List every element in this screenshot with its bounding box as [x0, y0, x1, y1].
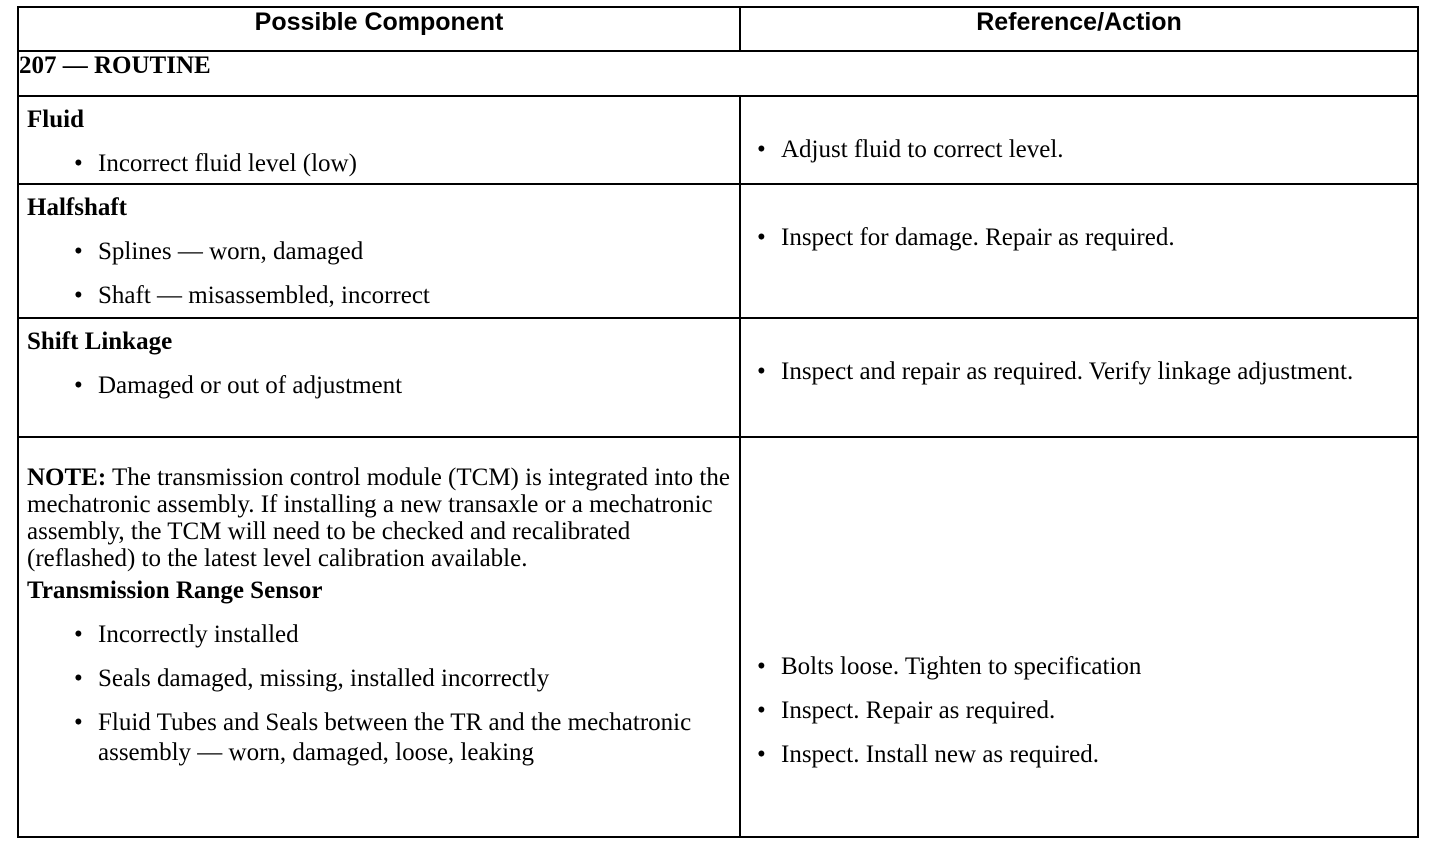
component-cell: [18, 318, 740, 437]
action-cell: [740, 318, 1418, 437]
action-text: Inspect for damage. Repair as required.: [781, 224, 1175, 251]
bullet-icon: •: [74, 282, 83, 309]
list-item: [19, 664, 739, 694]
action-cell: [740, 184, 1418, 318]
list-item: [19, 371, 739, 401]
note-block: [19, 438, 739, 572]
component-text: Splines — worn, damaged: [98, 238, 364, 265]
list-item: [741, 357, 1417, 387]
list-item: [741, 696, 1417, 726]
table-row-transmission-range-sensor: [18, 437, 1418, 837]
bullet-icon: •: [757, 653, 766, 680]
note-label: NOTE:: [27, 464, 107, 491]
bullet-icon: •: [757, 358, 766, 385]
section-row: [18, 51, 1418, 96]
list-item: [741, 652, 1417, 682]
action-list: [741, 357, 1417, 387]
action-list: [741, 652, 1417, 770]
bullet-icon: •: [74, 238, 83, 265]
component-text: Incorrectly installed: [98, 621, 299, 648]
component-cell: [18, 184, 740, 318]
list-item: [19, 237, 739, 267]
bullet-icon: •: [74, 709, 83, 736]
bullet-icon: •: [757, 136, 766, 163]
table-row-fluid: [18, 96, 1418, 184]
list-item: [741, 135, 1417, 165]
bullet-icon: •: [757, 224, 766, 251]
component-list: [19, 620, 739, 768]
list-item: [19, 281, 739, 311]
component-text: Damaged or out of adjustment: [98, 372, 403, 399]
component-cell: [18, 437, 740, 837]
component-list: [19, 237, 739, 311]
list-item: [19, 149, 739, 179]
bullet-icon: •: [74, 665, 83, 692]
action-text: Inspect. Install new as required.: [781, 741, 1099, 768]
group-title: Transmission Range Sensor: [27, 577, 323, 604]
diagnostic-table-sheet: [17, 6, 1417, 838]
note-text: The transmission control module (TCM) is integrated into the mechatronic assembly. If installing a new transaxle or a mechatronic assembly, the TCM will need to be checked and recalibrated (reflashed) to the latest level calibration available.: [27, 464, 730, 572]
component-text: Shaft — misassembled, incorrect: [98, 282, 430, 309]
diagnostic-table: [17, 6, 1419, 838]
section-title: 207 — ROUTINE: [18, 51, 1418, 96]
bullet-icon: •: [74, 150, 83, 177]
bullet-icon: •: [74, 372, 83, 399]
bullet-icon: •: [757, 741, 766, 768]
action-cell: [740, 96, 1418, 184]
component-text: Fluid Tubes and Seals between the TR and the mechatronic assembly — worn, damaged, loose, leaking: [98, 709, 692, 766]
bullet-icon: •: [74, 621, 83, 648]
action-text: Adjust fluid to correct level.: [781, 136, 1064, 163]
component-list: [19, 371, 739, 401]
table-row-halfshaft: [18, 184, 1418, 318]
component-list: [19, 149, 739, 179]
group-title: Shift Linkage: [27, 328, 173, 355]
action-text: Inspect and repair as required. Verify linkage adjustment.: [781, 358, 1354, 385]
header-possible-component: Possible Component: [18, 7, 740, 51]
list-item: [19, 620, 739, 650]
table-row-shift-linkage: [18, 318, 1418, 437]
group-title: Fluid: [27, 106, 84, 133]
header-row: [18, 7, 1418, 51]
action-text: Bolts loose. Tighten to specification: [781, 653, 1142, 680]
group-title: Halfshaft: [27, 194, 127, 221]
action-cell: [740, 437, 1418, 837]
action-list: [741, 135, 1417, 165]
list-item: [741, 223, 1417, 253]
action-list: [741, 223, 1417, 253]
action-text: Inspect. Repair as required.: [781, 697, 1056, 724]
bullet-icon: •: [757, 697, 766, 724]
component-cell: [18, 96, 740, 184]
list-item: [741, 740, 1417, 770]
component-text: Seals damaged, missing, installed incorrectly: [98, 665, 550, 692]
component-text: Incorrect fluid level (low): [98, 150, 357, 177]
list-item: [19, 708, 739, 768]
header-reference-action: Reference/Action: [740, 7, 1418, 51]
